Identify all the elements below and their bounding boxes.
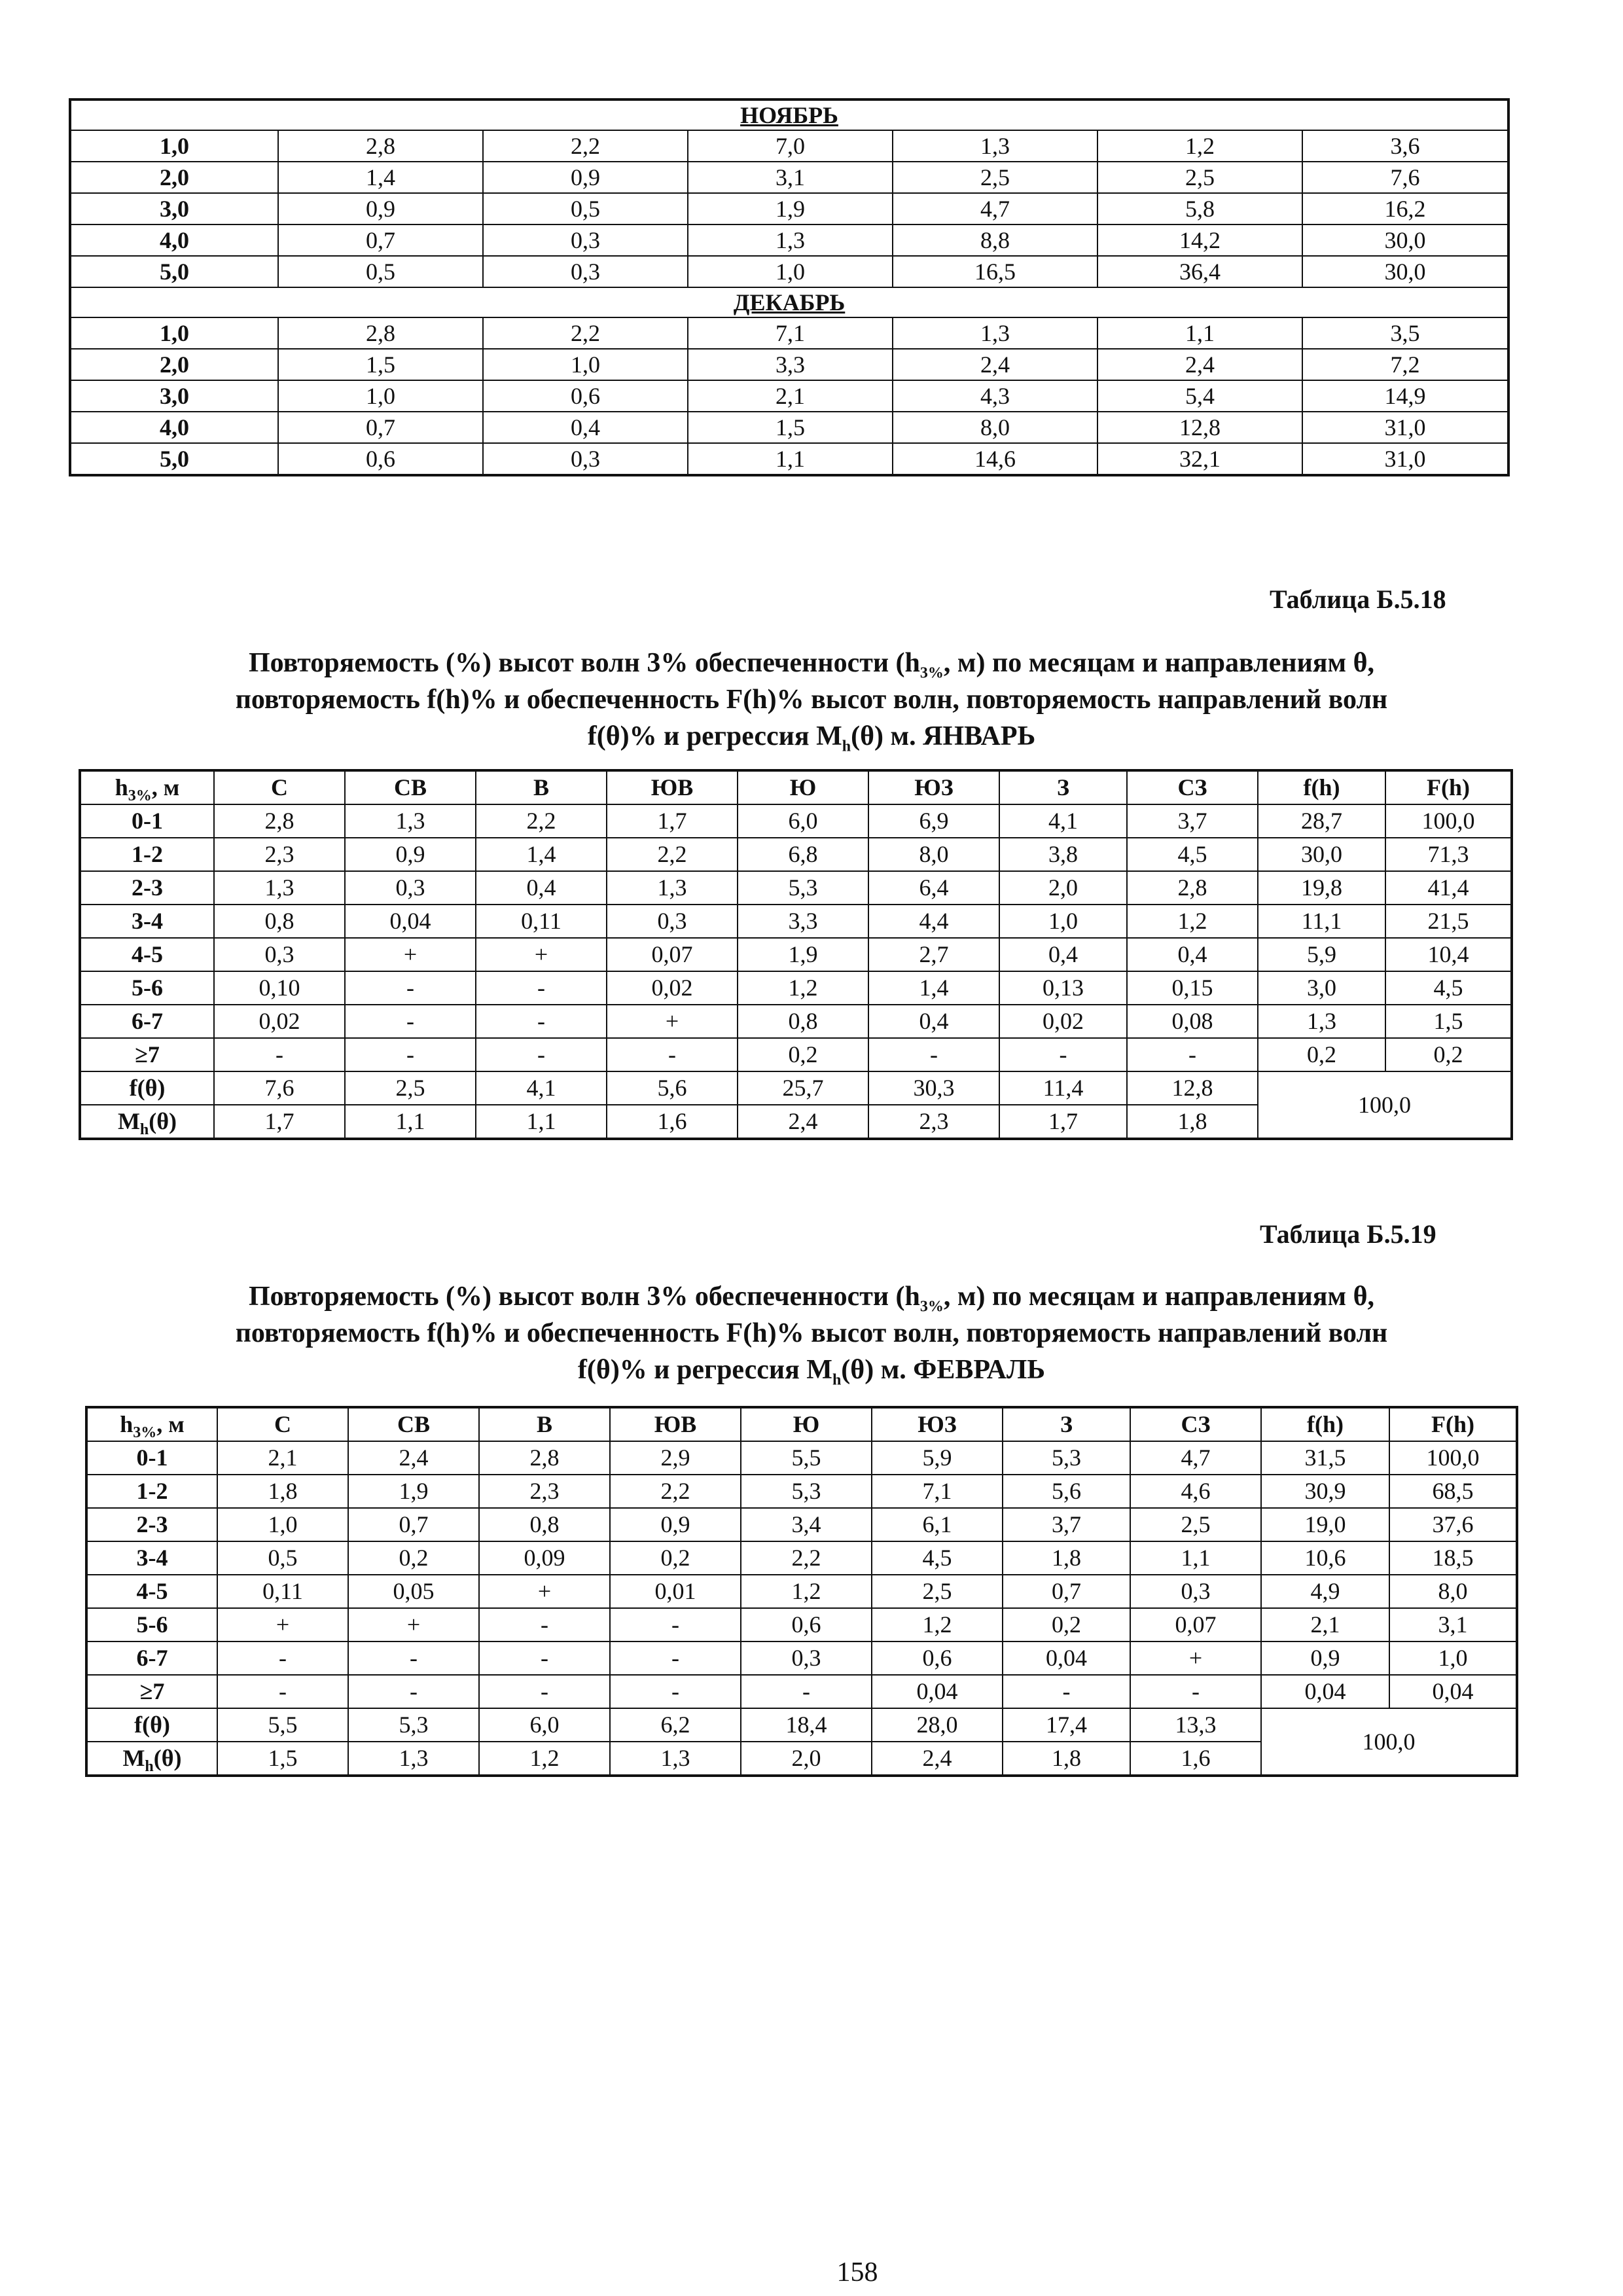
table-row: 1-2 1,8 1,9 2,3 2,2 5,3 7,1 5,6 4,6 30,9 68,5 bbox=[86, 1475, 1517, 1508]
total-cell: 100,0 bbox=[1258, 1071, 1512, 1139]
wave-table-january bbox=[79, 769, 1513, 1140]
wave-table-february bbox=[85, 1406, 1518, 1777]
table-row: 5,0 0,6 0,3 1,1 14,6 32,1 31,0 bbox=[70, 443, 1508, 475]
table-row: 0-1 2,1 2,4 2,8 2,9 5,5 5,9 5,3 4,7 31,5 100,0 bbox=[86, 1441, 1517, 1475]
table-row: 2-3 1,3 0,3 0,4 1,3 5,3 6,4 2,0 2,8 19,8 41,4 bbox=[80, 871, 1512, 905]
table-caption: Повторяемость (%) высот волн 3% обеспеченности ($h_{3\%}$, м) по месяцам и направлениям θ, повторяемость f(h)% и обеспеченность F(h)% высот волн, повторяемость направлений волн f(θ)% и регрессия $M_h(\theta)$ м. ЯНВАРЬ bbox=[235, 648, 1388, 755]
header-row: $h_{3\%}$, м С СВ В ЮВ Ю ЮЗ З СЗ f(h) F(h) bbox=[80, 770, 1512, 804]
wave-table-nov-dec bbox=[69, 98, 1510, 476]
total-cell: 100,0 bbox=[1261, 1708, 1517, 1776]
ftheta-row: f(θ) 5,5 5,3 6,0 6,2 18,4 28,0 17,4 13,3 100,0 bbox=[86, 1708, 1517, 1742]
ftheta-row: f(θ) 7,6 2,5 4,1 5,6 25,7 30,3 11,4 12,8 100,0 bbox=[80, 1071, 1512, 1105]
table-row: 2,0 1,5 1,0 3,3 2,4 2,4 7,2 bbox=[70, 349, 1508, 380]
table-row: 3-4 0,5 0,2 0,09 0,2 2,2 4,5 1,8 1,1 10,6 18,5 bbox=[86, 1541, 1517, 1575]
table-row: 6-7 0,02 - - + 0,8 0,4 0,02 0,08 1,3 1,5 bbox=[80, 1005, 1512, 1038]
header-row: $h_{3\%}$, м С СВ В ЮВ Ю ЮЗ З СЗ f(h) F(h) bbox=[86, 1407, 1517, 1441]
page-number: 158 bbox=[836, 2257, 878, 2287]
table-row: 6-7 - - - - 0,3 0,6 0,04 + 0,9 1,0 bbox=[86, 1641, 1517, 1675]
table-row: 0-1 2,8 1,3 2,2 1,7 6,0 6,9 4,1 3,7 28,7 100,0 bbox=[80, 804, 1512, 838]
table-row: 2-3 1,0 0,7 0,8 0,9 3,4 6,1 3,7 2,5 19,0 37,6 bbox=[86, 1508, 1517, 1541]
table-label: Таблица Б.5.19 bbox=[1260, 1219, 1436, 1249]
table-row: 3,0 0,9 0,5 1,9 4,7 5,8 16,2 bbox=[70, 193, 1508, 224]
table-row: 3-4 0,8 0,04 0,11 0,3 3,3 4,4 1,0 1,2 11,1 21,5 bbox=[80, 905, 1512, 938]
table-label: Таблица Б.5.18 bbox=[1270, 584, 1446, 614]
table-row: 1,0 2,8 2,2 7,1 1,3 1,1 3,5 bbox=[70, 317, 1508, 349]
table-caption: Повторяемость (%) высот волн 3% обеспеченности ($h_{3\%}$, м) по месяцам и направлениям θ, повторяемость f(h)% и обеспеченность F(h)% высот волн, повторяемость направлений волн f(θ)% и регрессия $M_h(\theta)$ м. ФЕВРАЛЬ bbox=[235, 1282, 1388, 1389]
table-row: 5,0 0,5 0,3 1,0 16,5 36,4 30,0 bbox=[70, 256, 1508, 287]
table-row: 4,0 0,7 0,3 1,3 8,8 14,2 30,0 bbox=[70, 224, 1508, 256]
col-h3: $h_{3\%}$, м bbox=[80, 770, 214, 804]
table-row: 1-2 2,3 0,9 1,4 2,2 6,8 8,0 3,8 4,5 30,0 71,3 bbox=[80, 838, 1512, 871]
table-row: 4,0 0,7 0,4 1,5 8,0 12,8 31,0 bbox=[70, 412, 1508, 443]
month-header-december: ДЕКАБРЬ bbox=[70, 287, 1508, 317]
regression-row: $M_h(\theta)$ 1,7 1,1 1,1 1,6 2,4 2,3 1,7 1,8 bbox=[80, 1105, 1512, 1139]
table-row: ≥7 - - - - - 0,04 - - 0,04 0,04 bbox=[86, 1675, 1517, 1708]
table-row: 1,0 2,8 2,2 7,0 1,3 1,2 3,6 bbox=[70, 130, 1508, 162]
table-row: 5-6 0,10 - - 0,02 1,2 1,4 0,13 0,15 3,0 4,5 bbox=[80, 971, 1512, 1005]
table-row: 4-5 0,3 + + 0,07 1,9 2,7 0,4 0,4 5,9 10,4 bbox=[80, 938, 1512, 971]
regression-row: $M_h(\theta)$ 1,5 1,3 1,2 1,3 2,0 2,4 1,8 1,6 bbox=[86, 1742, 1517, 1776]
col-h3: $h_{3\%}$, м bbox=[86, 1407, 217, 1441]
table-row: 3,0 1,0 0,6 2,1 4,3 5,4 14,9 bbox=[70, 380, 1508, 412]
table-row: 4-5 0,11 0,05 + 0,01 1,2 2,5 0,7 0,3 4,9 8,0 bbox=[86, 1575, 1517, 1608]
table-row: ≥7 - - - - 0,2 - - - 0,2 0,2 bbox=[80, 1038, 1512, 1071]
table-row: 2,0 1,4 0,9 3,1 2,5 2,5 7,6 bbox=[70, 162, 1508, 193]
month-header-november: НОЯБРЬ bbox=[70, 99, 1508, 130]
table-row: 5-6 + + - - 0,6 1,2 0,2 0,07 2,1 3,1 bbox=[86, 1608, 1517, 1641]
